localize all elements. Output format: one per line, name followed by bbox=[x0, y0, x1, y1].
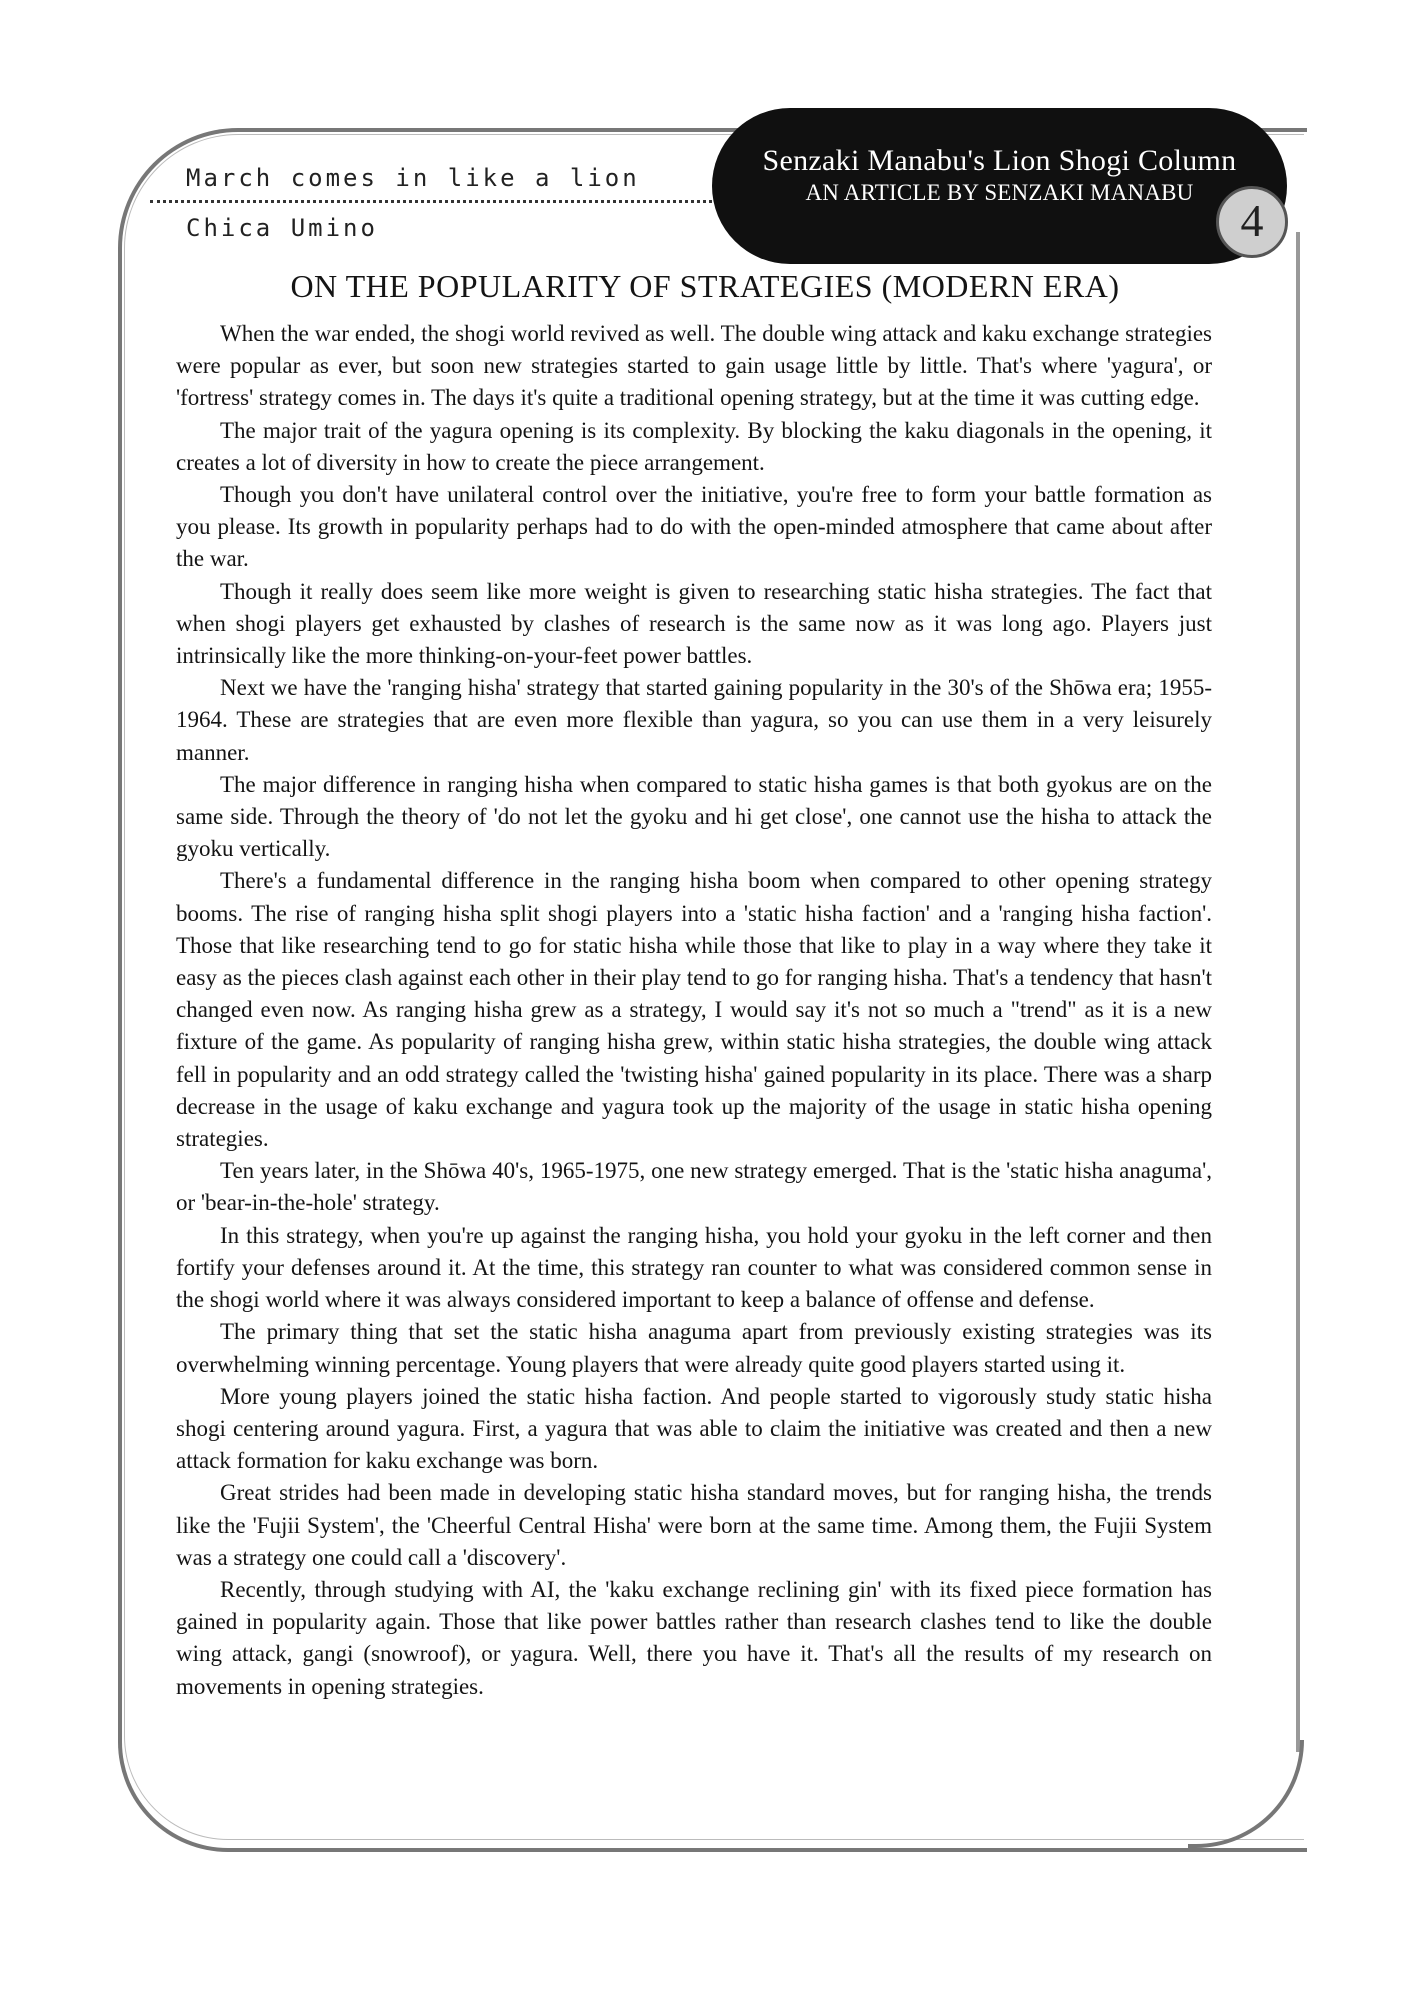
paragraph: More young players joined the static hisha faction. And people started to vigorously study static hisha shogi centering around yagura. First, a yagura that was able to claim the initiative was created and then a new attack formation for kaku exchange was born. bbox=[176, 1383, 1212, 1474]
series-title: March comes in like a lion bbox=[186, 164, 640, 192]
paragraph: The major trait of the yagura opening is its complexity. By blocking the kaku diagonals in the opening, it creates a lot of diversity in how to create the piece arrangement. bbox=[176, 417, 1212, 475]
article-title: ON THE POPULARITY OF STRATEGIES (MODERN ERA) bbox=[290, 268, 1120, 304]
column-banner bbox=[712, 108, 1287, 264]
dotted-divider bbox=[150, 200, 730, 203]
paragraph: Great strides had been made in developing static hisha standard moves, but for ranging hisha, the trends like the 'Fujii System', the 'Cheerful Central Hisha' were born at the same time. Among them, the Fujii System was a strategy one could call a 'discovery'. bbox=[176, 1480, 1212, 1570]
paragraph: Though you don't have unilateral control over the initiative, you're free to form your battle formation as you please. Its growth in popularity perhaps had to do with the open-minded atmosphere that came about after the war. bbox=[176, 482, 1212, 572]
paragraph: Next we have the 'ranging hisha' strategy that started gaining popularity in the 30's of the Shōwa era; 1955-1964. These are strategies that are even more flexible than yagura, so you can use them in a very leisurely manner. bbox=[176, 675, 1212, 765]
paragraph: In this strategy, when you're up against the ranging hisha, you hold your gyoku in the left corner and then fortify your defenses around it. At the time, this strategy ran counter to what was considered common sense in the shogi world where it was always considered important to keep a balance of offense and defense. bbox=[176, 1222, 1212, 1313]
paragraph: Ten years later, in the Shōwa 40's, 1965-1975, one new strategy emerged. That is the 'static hisha anaguma', or 'bear-in-the-hole' strategy. bbox=[176, 1158, 1212, 1216]
paragraph: When the war ended, the shogi world revived as well. The double wing attack and kaku exchange strategies were popular as ever, but soon new strategies started to gain usage little by little. That's where 'yagura', or 'fortress' strategy comes in. The days it's quite a traditional opening strategy, but at the time it was cutting edge. bbox=[176, 321, 1212, 411]
paragraph: Though it really does seem like more weight is given to researching static hisha strategies. The fact that when shogi players get exhausted by clashes of research is the same now as it was long ago. Players just intrinsically like the more thinking-on-your-feet power battles. bbox=[176, 578, 1212, 669]
paragraph: Recently, through studying with AI, the 'kaku exchange reclining gin' with its fixed piece formation has gained in popularity again. Those that like power battles rather than research clashes tend to like the double wing attack, gangi (snowroof), or yagura. Well, there you have it. That's all the results of my research on movements in opening strategies. bbox=[176, 1576, 1212, 1699]
paragraph: There's a fundamental difference in the ranging hisha boom when compared to other opening strategy booms. The rise of ranging hisha split shogi players into a 'static hisha faction' and a 'ranging hisha faction'. Those that like researching tend to go for static hisha while those that like to play in a way where they take it easy as the pieces clash against each other in their play tend to go for ranging hisha. That's a tendency that hasn't changed even now. As ranging hisha grew as a strategy, I would say it's not so much a "trend" as it is a new fixture of the game. As popularity of ranging hisha grew, within static hisha strategies, the double wing attack fell in popularity and an odd strategy called the 'twisting hisha' gained popularity in its place. There was a sharp decrease in the usage of kaku exchange and yagura took up the majority of the usage in static hisha opening strategies. bbox=[176, 868, 1212, 1152]
article-body bbox=[176, 318, 1212, 1703]
issue-number-badge: 4 bbox=[1216, 186, 1288, 258]
column-title: Senzaki Manabu's Lion Shogi Column bbox=[762, 144, 1237, 177]
paragraph: The primary thing that set the static hisha anaguma apart from previously existing strategies was its overwhelming winning percentage. Young players that were already quite good players started using it. bbox=[176, 1319, 1212, 1377]
author-credit: Chica Umino bbox=[186, 214, 378, 242]
page-frame-right-edge bbox=[1296, 232, 1300, 1752]
column-subtitle: AN ARTICLE BY SENZAKI MANABU bbox=[805, 180, 1194, 205]
paragraph: The major difference in ranging hisha when compared to static hisha games is that both gyokus are on the same side. Through the theory of 'do not let the gyoku and hi get close', one cannot use the hisha to attack the gyoku vertically. bbox=[176, 771, 1212, 862]
